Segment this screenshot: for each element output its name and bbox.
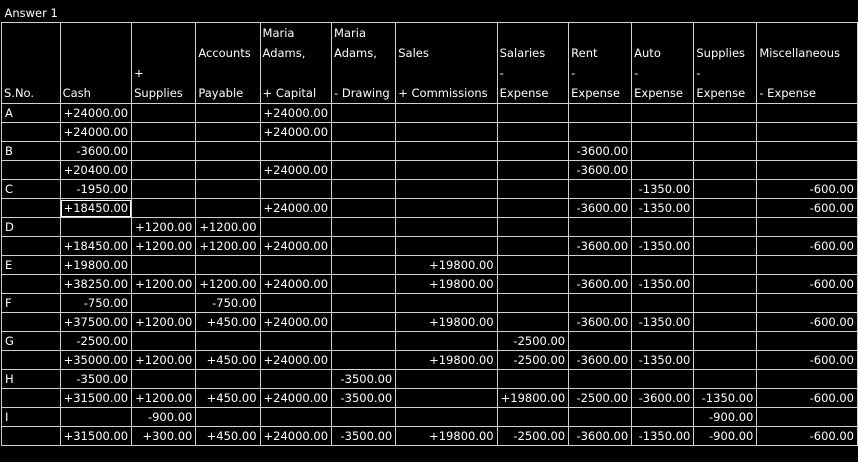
value-cell[interactable] <box>332 180 396 199</box>
value-cell[interactable] <box>569 256 632 275</box>
value-cell[interactable] <box>632 256 694 275</box>
value-cell[interactable]: -2500.00 <box>497 427 569 446</box>
table-row <box>2 161 858 180</box>
column-header-line: Payable <box>198 86 244 100</box>
table-row <box>2 427 858 446</box>
value-cell[interactable]: -2500.00 <box>497 332 569 351</box>
value-cell[interactable] <box>569 218 632 237</box>
column-header-line <box>196 63 259 83</box>
column-header-line: Adams, <box>262 46 306 60</box>
value-cell[interactable] <box>694 275 757 294</box>
column-header-line: Salaries <box>499 46 546 60</box>
serial-cell[interactable] <box>2 389 61 408</box>
serial-cell[interactable]: I <box>2 408 61 427</box>
column-header-line: Accounts <box>198 46 251 60</box>
value-cell[interactable] <box>60 218 132 237</box>
value-cell[interactable] <box>694 218 757 237</box>
value-cell[interactable]: +31500.00 <box>60 389 132 408</box>
value-cell[interactable]: +24000.00 <box>260 104 332 123</box>
table-row <box>2 408 858 427</box>
column-header-line <box>396 23 496 43</box>
value-cell[interactable] <box>694 104 757 123</box>
value-cell[interactable] <box>196 199 260 218</box>
value-cell[interactable] <box>132 123 196 142</box>
column-header-line <box>396 63 496 83</box>
value-cell[interactable]: -750.00 <box>196 294 260 313</box>
value-cell[interactable] <box>497 370 569 389</box>
value-cell[interactable] <box>569 408 632 427</box>
value-cell[interactable] <box>694 123 757 142</box>
value-cell[interactable]: -3500.00 <box>332 427 396 446</box>
value-cell[interactable]: +1200.00 <box>196 275 260 294</box>
table-row <box>2 104 858 123</box>
value-cell[interactable] <box>260 294 332 313</box>
value-cell[interactable] <box>260 218 332 237</box>
table-row <box>2 199 858 218</box>
value-cell[interactable] <box>396 142 497 161</box>
value-cell[interactable] <box>260 370 332 389</box>
value-cell[interactable] <box>757 370 858 389</box>
value-cell[interactable] <box>260 180 332 199</box>
value-cell[interactable]: +24000.00 <box>260 161 332 180</box>
column-header-line: Supplies <box>134 86 183 100</box>
column-header-line: Expense <box>696 86 746 100</box>
column-header-line <box>2 23 60 43</box>
serial-cell[interactable]: H <box>2 370 61 389</box>
column-header-line: Expense <box>571 86 620 100</box>
value-cell[interactable]: +1200.00 <box>196 218 260 237</box>
value-cell[interactable]: +1200.00 <box>132 351 196 370</box>
value-cell[interactable] <box>132 180 196 199</box>
value-cell[interactable] <box>196 370 260 389</box>
column-header[interactable] <box>2 23 61 104</box>
value-cell[interactable] <box>497 218 569 237</box>
value-cell[interactable] <box>196 123 260 142</box>
value-cell[interactable] <box>396 161 497 180</box>
column-header-line <box>2 43 60 63</box>
column-header[interactable] <box>60 23 132 104</box>
value-cell[interactable]: +19800.00 <box>396 427 497 446</box>
value-cell[interactable] <box>196 180 260 199</box>
value-cell[interactable]: -600.00 <box>757 313 858 332</box>
value-cell[interactable] <box>196 256 260 275</box>
value-cell[interactable] <box>694 199 757 218</box>
value-cell[interactable]: -3500.00 <box>332 370 396 389</box>
value-cell[interactable] <box>260 408 332 427</box>
column-header-line <box>132 23 195 43</box>
value-cell[interactable] <box>569 294 632 313</box>
value-cell[interactable]: +20400.00 <box>60 161 132 180</box>
value-cell[interactable] <box>196 142 260 161</box>
table-row <box>2 351 858 370</box>
value-cell[interactable] <box>569 332 632 351</box>
value-cell[interactable] <box>497 275 569 294</box>
table-row <box>2 256 858 275</box>
value-cell[interactable]: +24000.00 <box>260 389 332 408</box>
value-cell[interactable] <box>260 256 332 275</box>
column-header[interactable] <box>632 23 694 104</box>
serial-cell[interactable]: B <box>2 142 61 161</box>
value-cell[interactable]: -600.00 <box>757 180 858 199</box>
value-cell[interactable] <box>332 294 396 313</box>
value-cell[interactable] <box>332 332 396 351</box>
value-cell[interactable]: +19800.00 <box>396 275 497 294</box>
column-header-line <box>61 63 132 83</box>
value-cell[interactable] <box>196 161 260 180</box>
column-header-line: Expense <box>499 86 549 100</box>
value-cell[interactable] <box>132 161 196 180</box>
serial-cell[interactable] <box>2 275 61 294</box>
value-cell[interactable]: -3600.00 <box>569 275 632 294</box>
value-cell[interactable] <box>694 256 757 275</box>
value-cell[interactable] <box>260 142 332 161</box>
table-row <box>2 218 858 237</box>
value-cell[interactable] <box>632 294 694 313</box>
serial-cell[interactable] <box>2 123 61 142</box>
table-row <box>2 332 858 351</box>
value-cell[interactable] <box>694 294 757 313</box>
column-header[interactable] <box>132 23 196 104</box>
value-cell[interactable]: +37500.00 <box>60 313 132 332</box>
column-header-line <box>632 23 693 43</box>
value-cell[interactable] <box>332 237 396 256</box>
value-cell[interactable] <box>396 408 497 427</box>
value-cell[interactable]: +1200.00 <box>132 275 196 294</box>
value-cell[interactable] <box>196 408 260 427</box>
value-cell[interactable] <box>132 370 196 389</box>
value-cell[interactable] <box>332 313 396 332</box>
value-cell[interactable] <box>132 199 196 218</box>
value-cell[interactable] <box>497 256 569 275</box>
column-header-line: - <box>499 66 504 80</box>
value-cell[interactable] <box>396 370 497 389</box>
value-cell[interactable]: -600.00 <box>757 275 858 294</box>
value-cell[interactable] <box>132 256 196 275</box>
value-cell[interactable] <box>332 218 396 237</box>
serial-cell[interactable] <box>2 161 61 180</box>
serial-cell[interactable]: A <box>2 104 61 123</box>
table-row <box>2 313 858 332</box>
sheet-title[interactable]: Answer 1 <box>4 6 58 20</box>
value-cell[interactable] <box>497 180 569 199</box>
column-header-line <box>569 23 631 43</box>
value-cell[interactable]: -3600.00 <box>569 313 632 332</box>
column-header-line: + Commissions <box>398 86 488 100</box>
column-header-line: - <box>571 66 576 80</box>
column-header-line: - Expense <box>759 86 816 100</box>
column-header-line: Maria <box>262 26 295 40</box>
value-cell[interactable]: +450.00 <box>196 427 260 446</box>
value-cell[interactable] <box>694 142 757 161</box>
value-cell[interactable]: -750.00 <box>60 294 132 313</box>
value-cell[interactable] <box>332 104 396 123</box>
value-cell[interactable] <box>396 218 497 237</box>
column-header[interactable] <box>569 23 632 104</box>
value-cell[interactable] <box>332 161 396 180</box>
value-cell[interactable]: -3600.00 <box>569 427 632 446</box>
value-cell[interactable]: -1350.00 <box>632 351 694 370</box>
value-cell[interactable] <box>497 104 569 123</box>
value-cell[interactable] <box>694 237 757 256</box>
column-header-line: Rent <box>571 46 598 60</box>
value-cell[interactable]: +450.00 <box>196 351 260 370</box>
value-cell[interactable] <box>632 161 694 180</box>
column-header[interactable] <box>260 23 332 104</box>
value-cell[interactable] <box>757 142 858 161</box>
value-cell[interactable]: -1350.00 <box>632 237 694 256</box>
value-cell[interactable]: +1200.00 <box>132 237 196 256</box>
column-header[interactable] <box>332 23 396 104</box>
value-cell[interactable] <box>632 104 694 123</box>
value-cell[interactable] <box>396 332 497 351</box>
value-cell[interactable] <box>497 199 569 218</box>
value-cell[interactable] <box>694 332 757 351</box>
value-cell[interactable] <box>757 104 858 123</box>
value-cell[interactable] <box>332 408 396 427</box>
value-cell[interactable] <box>694 313 757 332</box>
value-cell[interactable]: -3500.00 <box>332 389 396 408</box>
value-cell[interactable]: +24000.00 <box>260 427 332 446</box>
value-cell[interactable] <box>260 332 332 351</box>
column-header-line <box>132 43 195 63</box>
serial-cell[interactable]: C <box>2 180 61 199</box>
accounting-equation-table <box>1 4 858 446</box>
serial-cell[interactable] <box>2 199 61 218</box>
value-cell[interactable]: +19800.00 <box>396 313 497 332</box>
value-cell[interactable]: -900.00 <box>694 427 757 446</box>
value-cell[interactable] <box>757 161 858 180</box>
value-cell[interactable] <box>396 123 497 142</box>
column-header-line: Miscellaneous <box>759 46 840 60</box>
value-cell[interactable] <box>757 123 858 142</box>
value-cell[interactable] <box>632 370 694 389</box>
column-header[interactable] <box>396 23 497 104</box>
value-cell[interactable]: -3600.00 <box>632 389 694 408</box>
value-cell[interactable]: -2500.00 <box>497 351 569 370</box>
value-cell[interactable]: -2500.00 <box>569 389 632 408</box>
column-header-line <box>757 63 857 83</box>
value-cell[interactable]: +450.00 <box>196 389 260 408</box>
value-cell[interactable]: -600.00 <box>757 389 858 408</box>
column-header-line: - Drawing <box>334 86 390 100</box>
value-cell[interactable]: +24000.00 <box>260 351 332 370</box>
value-cell[interactable] <box>396 294 497 313</box>
value-cell[interactable]: -3600.00 <box>569 351 632 370</box>
value-cell[interactable]: +24000.00 <box>260 199 332 218</box>
serial-cell[interactable]: D <box>2 218 61 237</box>
value-cell[interactable]: -600.00 <box>757 199 858 218</box>
value-cell[interactable] <box>396 237 497 256</box>
column-header-line: Auto <box>634 46 661 60</box>
value-cell[interactable] <box>396 389 497 408</box>
value-cell[interactable]: -2500.00 <box>60 332 132 351</box>
value-cell[interactable] <box>196 104 260 123</box>
table-row <box>2 142 858 161</box>
serial-cell[interactable] <box>2 427 61 446</box>
value-cell[interactable] <box>132 332 196 351</box>
column-header-line: Adams, <box>334 46 377 60</box>
value-cell[interactable] <box>757 218 858 237</box>
value-cell[interactable]: +1200.00 <box>132 389 196 408</box>
value-cell[interactable]: +38250.00 <box>60 275 132 294</box>
value-cell[interactable]: +19800.00 <box>396 351 497 370</box>
value-cell[interactable]: +1200.00 <box>132 313 196 332</box>
value-cell[interactable] <box>497 142 569 161</box>
value-cell[interactable]: -3500.00 <box>60 370 132 389</box>
value-cell[interactable] <box>632 408 694 427</box>
column-header[interactable] <box>757 23 858 104</box>
column-header[interactable] <box>694 23 757 104</box>
value-cell[interactable]: +24000.00 <box>260 237 332 256</box>
column-header-line <box>196 23 259 43</box>
value-cell[interactable] <box>396 180 497 199</box>
column-header-line: + Capital <box>262 86 317 100</box>
value-cell[interactable]: +19800.00 <box>497 389 569 408</box>
value-cell[interactable]: -1350.00 <box>694 389 757 408</box>
column-header-line: Expense <box>634 86 683 100</box>
value-cell[interactable]: +19800.00 <box>396 256 497 275</box>
value-cell[interactable] <box>497 294 569 313</box>
value-cell[interactable]: -1350.00 <box>632 180 694 199</box>
value-cell[interactable] <box>757 256 858 275</box>
value-cell[interactable]: +24000.00 <box>260 123 332 142</box>
value-cell[interactable]: +24000.00 <box>60 123 132 142</box>
header-row <box>2 23 858 104</box>
value-cell[interactable] <box>332 256 396 275</box>
value-cell[interactable] <box>332 142 396 161</box>
value-cell[interactable] <box>497 123 569 142</box>
value-cell[interactable]: -900.00 <box>694 408 757 427</box>
value-cell[interactable] <box>757 408 858 427</box>
value-cell[interactable] <box>694 351 757 370</box>
column-header-line <box>61 23 132 43</box>
column-header-line <box>498 23 569 43</box>
value-cell[interactable]: +19800.00 <box>60 256 132 275</box>
value-cell[interactable] <box>132 142 196 161</box>
value-cell[interactable] <box>332 123 396 142</box>
value-cell[interactable] <box>332 351 396 370</box>
value-cell[interactable] <box>196 332 260 351</box>
table-row <box>2 237 858 256</box>
value-cell[interactable] <box>694 180 757 199</box>
value-cell[interactable] <box>632 123 694 142</box>
value-cell[interactable]: -1350.00 <box>632 313 694 332</box>
table-row <box>2 370 858 389</box>
column-header-line: S.No. <box>4 86 35 100</box>
value-cell[interactable] <box>569 180 632 199</box>
value-cell[interactable]: -1350.00 <box>632 199 694 218</box>
value-cell[interactable] <box>396 199 497 218</box>
column-header-line <box>61 43 132 63</box>
value-cell[interactable]: -3600.00 <box>60 142 132 161</box>
serial-cell[interactable] <box>2 313 61 332</box>
value-cell[interactable] <box>497 161 569 180</box>
value-cell[interactable] <box>632 142 694 161</box>
table-row <box>2 294 858 313</box>
serial-cell[interactable]: F <box>2 294 61 313</box>
value-cell[interactable] <box>757 294 858 313</box>
table-row <box>2 180 858 199</box>
value-cell[interactable] <box>757 332 858 351</box>
value-cell[interactable]: -1950.00 <box>60 180 132 199</box>
value-cell[interactable] <box>332 275 396 294</box>
column-header-line: Cash <box>62 86 91 100</box>
table-row <box>2 123 858 142</box>
value-cell[interactable]: -3600.00 <box>569 237 632 256</box>
value-cell[interactable] <box>632 218 694 237</box>
serial-cell[interactable]: E <box>2 256 61 275</box>
value-cell[interactable]: -1350.00 <box>632 427 694 446</box>
column-header-line <box>261 63 332 83</box>
value-cell[interactable] <box>60 408 132 427</box>
value-cell[interactable]: +24000.00 <box>60 104 132 123</box>
value-cell[interactable]: +24000.00 <box>260 275 332 294</box>
column-header-line: Supplies <box>696 46 746 60</box>
value-cell[interactable] <box>497 313 569 332</box>
table-row <box>2 275 858 294</box>
table-row <box>2 389 858 408</box>
value-cell[interactable]: -600.00 <box>757 237 858 256</box>
value-cell[interactable]: +300.00 <box>132 427 196 446</box>
column-header-line: - <box>696 66 701 80</box>
value-cell[interactable]: +450.00 <box>196 313 260 332</box>
column-header[interactable] <box>497 23 569 104</box>
value-cell[interactable] <box>632 332 694 351</box>
value-cell[interactable]: +18450.00 <box>60 237 132 256</box>
value-cell[interactable]: +35000.00 <box>60 351 132 370</box>
column-header[interactable] <box>196 23 260 104</box>
value-cell[interactable] <box>132 104 196 123</box>
value-cell[interactable]: -600.00 <box>757 427 858 446</box>
value-cell[interactable]: -3600.00 <box>569 199 632 218</box>
value-cell[interactable]: -1350.00 <box>632 275 694 294</box>
value-cell[interactable] <box>332 199 396 218</box>
value-cell[interactable]: -600.00 <box>757 351 858 370</box>
serial-cell[interactable] <box>2 237 61 256</box>
value-cell[interactable]: +1200.00 <box>196 237 260 256</box>
value-cell[interactable] <box>569 370 632 389</box>
value-cell[interactable]: +31500.00 <box>60 427 132 446</box>
value-cell[interactable] <box>694 161 757 180</box>
value-cell[interactable] <box>497 237 569 256</box>
value-cell[interactable]: +18450.00 <box>60 199 132 218</box>
value-cell[interactable] <box>132 294 196 313</box>
value-cell[interactable]: -3600.00 <box>569 161 632 180</box>
column-header-line: - <box>634 66 639 80</box>
value-cell[interactable] <box>569 123 632 142</box>
column-header-line: Sales <box>398 46 429 60</box>
serial-cell[interactable]: G <box>2 332 61 351</box>
value-cell[interactable]: +24000.00 <box>260 313 332 332</box>
value-cell[interactable] <box>569 104 632 123</box>
column-header-line <box>757 23 857 43</box>
column-header-line <box>2 63 60 83</box>
value-cell[interactable]: -900.00 <box>132 408 196 427</box>
column-header-line <box>332 63 395 83</box>
value-cell[interactable] <box>694 370 757 389</box>
column-header-line: + <box>134 66 144 80</box>
serial-cell[interactable] <box>2 351 61 370</box>
column-header-line <box>694 23 756 43</box>
value-cell[interactable] <box>396 104 497 123</box>
value-cell[interactable]: +1200.00 <box>132 218 196 237</box>
value-cell[interactable]: -3600.00 <box>569 142 632 161</box>
value-cell[interactable] <box>497 408 569 427</box>
column-header-line: Maria <box>334 26 366 40</box>
